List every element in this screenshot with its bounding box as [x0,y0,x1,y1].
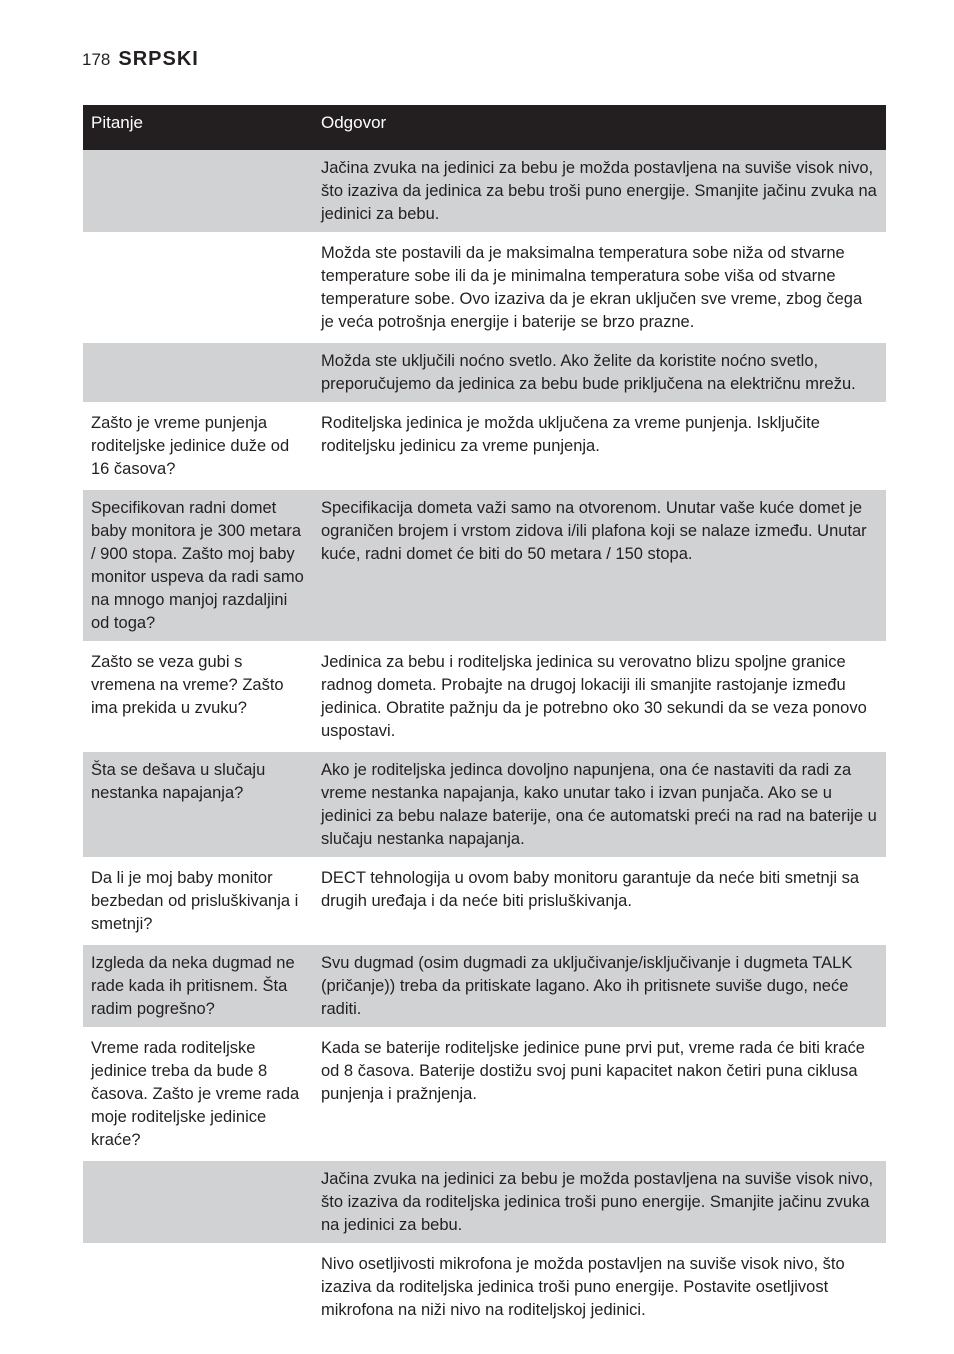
question-cell [83,1160,313,1245]
answer-cell: Jačina zvuka na jedinici za bebu je možda postavljena na suviše visok nivo, što izaziva da roditeljska jedinica troši puno energije. Smanjite jačinu zvuka na jedinici za bebu. [313,1160,886,1245]
answer-cell: Ako je roditeljska jedinca dovoljno napunjena, ona će nastaviti da radi za vreme nestanka napajanja, kako unutar tako i izvan punjača. Ako se u jedinici za bebu nalaze baterije, ona će automatski preći na rad na baterije u slučaju nestanka napajanja. [313,751,886,859]
table-row [83,342,886,404]
table-row [83,944,886,1029]
table-row [83,1160,886,1245]
table-row [83,489,886,643]
question-cell: Da li je moj baby monitor bezbedan od prisluškivanja i smetnji? [83,859,313,944]
table-header-row [83,105,886,150]
faq-table [83,105,886,1331]
answer-cell: Svu dugmad (osim dugmadi za uključivanje/isključivanje i dugmeta TALK (pričanje)) treba da pritiskate lagano. Ako ih pritisnete suviše dugo, neće raditi. [313,944,886,1029]
table-row [83,404,886,489]
column-header-question: Pitanje [83,105,313,150]
table-row [83,859,886,944]
question-cell: Zašto je vreme punjenja roditeljske jedinice duže od 16 časova? [83,404,313,489]
question-cell: Šta se dešava u slučaju nestanka napajanja? [83,751,313,859]
section-title: SRPSKI [118,48,199,70]
table-row [83,1245,886,1330]
question-cell [83,234,313,342]
answer-cell: DECT tehnologija u ovom baby monitoru garantuje da neće biti smetnji sa drugih uređaja i da neće biti prisluškivanja. [313,859,886,944]
answer-cell: Možda ste postavili da je maksimalna temperatura sobe niža od stvarne temperature sobe ili da je minimalna temperatura sobe viša od stvarne temperature sobe. Ovo izaziva da je ekran uključen sve vreme, zbog čega je veća potrošnja energije i baterije se brzo prazne. [313,234,886,342]
page-number: 178 [82,50,111,69]
table-row [83,751,886,859]
question-cell: Specifikovan radni domet baby monitora je 300 metara / 900 stopa. Zašto moj baby monitor uspeva da radi samo na mnogo manjoj razdaljini od toga? [83,489,313,643]
answer-cell: Jačina zvuka na jedinici za bebu je možda postavljena na suviše visok nivo, što izaziva da jedinica za bebu troši puno energije. Smanjite jačinu zvuka na jedinici za bebu. [313,150,886,234]
table-row [83,1029,886,1160]
answer-cell: Specifikacija dometa važi samo na otvorenom. Unutar vaše kuće domet je ograničen brojem i vrstom zidova i/ili plafona koji se nalaze između. Unutar kuće, radni domet će biti do 50 metara / 150 stopa. [313,489,886,643]
question-cell [83,1245,313,1330]
question-cell: Vreme rada roditeljske jedinice treba da bude 8 časova. Zašto je vreme rada moje roditeljske jedinice kraće? [83,1029,313,1160]
question-cell [83,342,313,404]
answer-cell: Kada se baterije roditeljske jedinice pune prvi put, vreme rada će biti kraće od 8 časova. Baterije dostižu svoj puni kapacitet nakon četiri puna ciklusa punjenja i pražnjenja. [313,1029,886,1160]
answer-cell: Nivo osetljivosti mikrofona je možda postavljen na suviše visok nivo, što izaziva da roditeljska jedinica troši puno energije. Postavite osetljivost mikrofona na niži nivo na roditeljskoj jedinici. [313,1245,886,1330]
table-row [83,234,886,342]
answer-cell: Možda ste uključili noćno svetlo. Ako želite da koristite noćno svetlo, preporučujemo da jedinica za bebu bude priključena na električnu mrežu. [313,342,886,404]
question-cell [83,150,313,234]
answer-cell: Jedinica za bebu i roditeljska jedinica su verovatno blizu spoljne granice radnog dometa. Probajte na drugoj lokaciji ili smanjite rastojanje između jedinica. Obratite pažnju da je potrebno oko 30 sekundi da se veza ponovo uspostavi. [313,643,886,751]
column-header-answer: Odgovor [313,105,886,150]
table-row [83,643,886,751]
table-row [83,150,886,234]
question-cell: Zašto se veza gubi s vremena na vreme? Zašto ima prekida u zvuku? [83,643,313,751]
page-header [82,48,199,74]
question-cell: Izgleda da neka dugmad ne rade kada ih pritisnem. Šta radim pogrešno? [83,944,313,1029]
answer-cell: Roditeljska jedinica je možda uključena za vreme punjenja. Isključite roditeljsku jedinicu za vreme punjenja. [313,404,886,489]
